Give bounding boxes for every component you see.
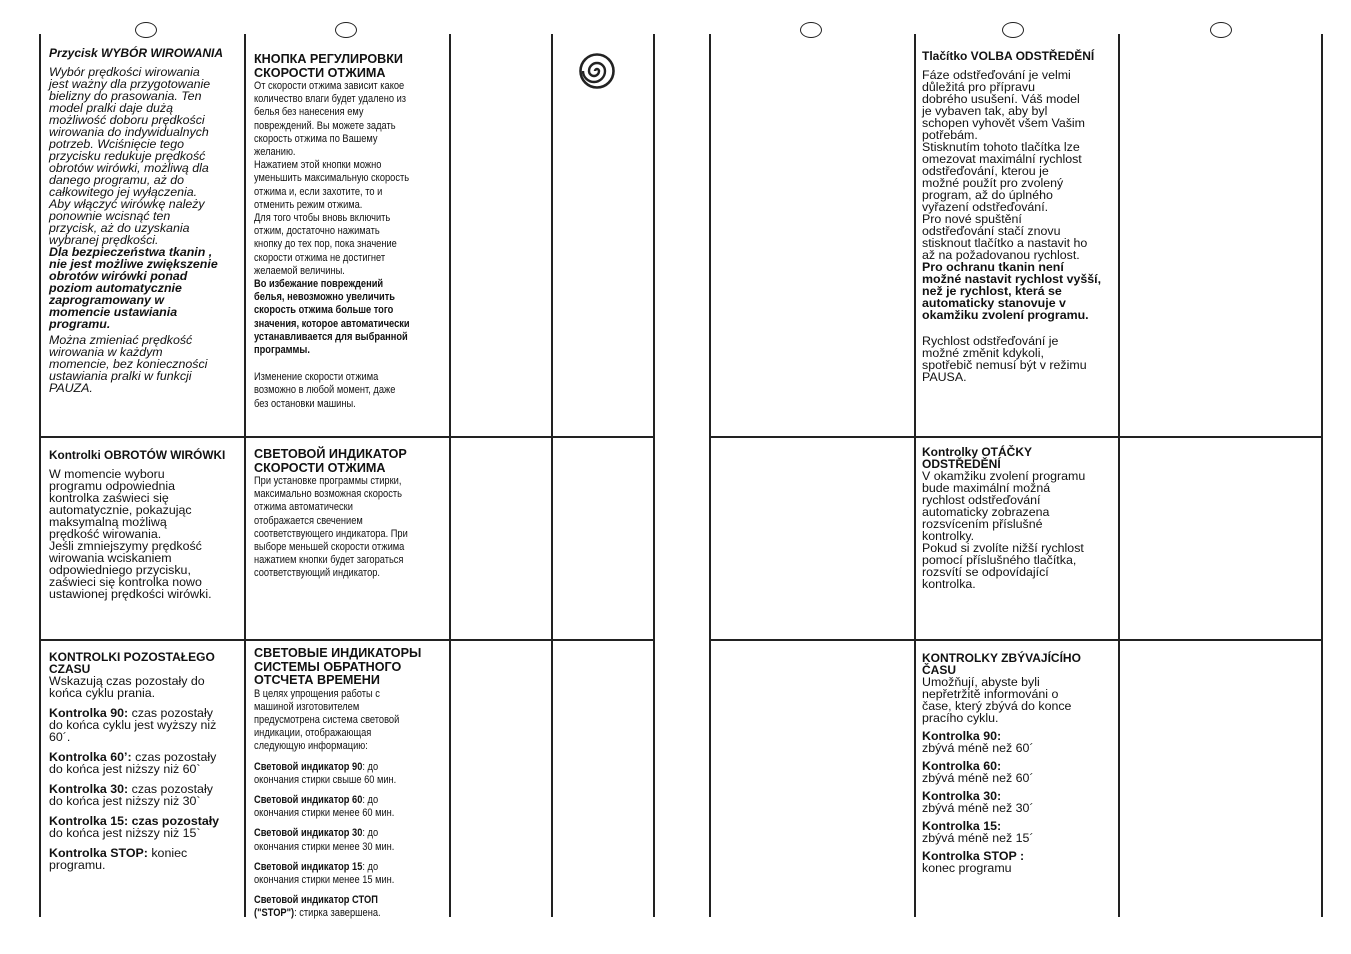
text-line: až na požadovanou rychlost. [922,248,1080,262]
column-divider [551,34,553,917]
text-line: без остановки машины. [254,397,356,410]
text-line: zbývá méně než 60´ [922,771,1034,785]
indicator-text: : до [362,760,379,773]
text-line: důležitá pro přípravu [922,80,1035,94]
text-line: vyřazení odstřeďování. [922,200,1049,214]
language-circle-icon [1002,22,1024,38]
text-line: V okamžiku zvolení programu [922,469,1086,483]
text-line: Można zmieniać prędkość [49,333,193,347]
text-line: możliwość doboru prędkości [49,113,205,127]
text-line: prędkość wirowania. [49,527,162,541]
section-title: Przycisk WYBÓR WIROWANIA [49,46,224,60]
text-line: programu. [49,858,106,872]
text-line: Rychlost odstřeďování je [922,334,1059,348]
text-line: čase, který zbývá do konce [922,699,1072,713]
column-divider [914,34,916,917]
text-line: Нажатием этой кнопки можно [254,159,382,172]
text-line: CZASU [49,662,91,676]
text-line: než je rychlost, která se [922,284,1062,298]
indicator-text: koniec [147,846,188,860]
text-line: momencie ustawiania [49,305,178,319]
text-line: okamžiku zvolení programu. [922,308,1089,322]
paragraph [254,475,439,581]
text-line: выборе меньшей скорости отжима [254,541,405,554]
text-line: ponownie wcisnąć ten [49,209,171,223]
indicator-text: : до [362,793,379,806]
text-line: СВЕТОВЫЕ ИНДИКАТОРЫ [254,646,422,660]
text-line: белья, невозможно увеличить [254,291,395,304]
text-line: programu. [49,317,111,331]
text-line: odpowiedniego przycisku, [49,563,191,577]
indicator-label: Kontrolka 90: [922,729,1002,743]
indicator-item [254,861,439,887]
text-line: zbývá méně než 15´ [922,831,1034,845]
ru-spin-button-section [254,53,446,411]
text-line: Jeśli zmniejszymy prędkość [49,539,202,553]
indicator-line [254,861,439,874]
text-line: program, až do úplného [922,188,1053,202]
text-line: Wskazują czas pozostały do [49,674,205,688]
column-divider [1118,34,1120,917]
indicator-label: Kontrolka 30: [922,789,1002,803]
paragraph [254,80,439,278]
text-line: model pralki daje dużą [49,101,173,115]
text-line: programu odpowiednia [49,479,176,493]
text-line: całkowitego jej wyłączenia. [49,185,198,199]
indicator-item [49,783,241,807]
text-line: 60´. [49,730,71,744]
indicator-text: : стирка завершена. [294,907,381,920]
text-line: окончания стирки менее 30 мин. [254,840,395,853]
text-line: ustawiania pralki w funkcji [49,369,192,383]
indicator-label: Kontrolka STOP: [49,846,148,860]
text-line: rozsvícením příslušné [922,517,1043,531]
text-line: Изменение скорости отжима [254,371,379,384]
text-line: je vybaven tak, aby byl [922,104,1048,118]
text-line: индикации, отображающая [254,727,372,740]
text-line: przycisku redukuje prędkość [49,149,206,163]
section-title [254,448,446,475]
text-line: automaticky stanovuje v [922,296,1066,310]
text-line: соответствующий индикатор. [254,567,380,580]
text-line: ČASU [922,663,957,677]
text-line: przycisk, aż do uzyskania [49,221,190,235]
text-line: jest ważny dla przygotowanie [49,77,211,91]
language-circle-icon [335,22,357,38]
cz-spin-button-section [922,50,1114,383]
indicator-item [922,790,1114,814]
text-line: кнопку до тех пор, пока значение [254,238,397,251]
paragraph [922,69,1114,261]
indicator-label: Kontrolka 15: [922,819,1002,833]
text-line: do końca cyklu jest wyższy niż [49,718,217,732]
text-line: СКОРОСТИ ОТЖИМА [254,460,386,475]
pl-spin-leds-section [49,449,241,600]
text-line: momencie, bez konieczności [49,357,208,371]
text-line: максимально возможная скорость [254,488,402,501]
text-line: Pokud si zvolíte nižší rychlost [922,541,1084,555]
text-line: wirowania do indywidualnych [49,125,209,139]
text-line: spotřebič nemusí být v režimu [922,358,1087,372]
indicator-item [254,794,439,820]
paragraph-bold [922,261,1114,321]
indicator-item [49,751,241,775]
text-line: ODSTŘEDĚNÍ [922,457,1001,471]
indicator-label: Световой индикатор 15 [254,860,363,873]
text-line: kontrolky. [922,529,975,543]
text-line: Во избежание повреждений [254,278,384,291]
indicator-label: Kontrolka 15: czas pozostały [49,814,220,828]
text-line: zaświeci się kontrolka nowo [49,575,202,589]
text-line: От скорости отжима зависит какое [254,80,405,92]
text-line: отжима и, если захотите, то и [254,185,383,198]
text-line: ОТСЧЕТА ВРЕМЕНИ [254,673,380,687]
indicator-list [922,730,1114,874]
language-circle-icon [135,22,157,38]
indicator-text: : до [362,860,379,873]
indicator-list [49,707,241,871]
column-divider [653,34,655,917]
indicator-line [254,794,439,807]
text-line: bielizny do prasowania. Ten [49,89,202,103]
text-line: возможно в любой момент, даже [254,384,396,397]
column-divider [39,34,41,917]
indicator-line [254,761,439,774]
text-line: rozsvítí se odpovídající [922,565,1049,579]
paragraph [922,676,1114,724]
pl-time-leds-section [49,651,241,871]
text-line: Pro ochranu tkanin není [922,260,1064,274]
text-line: повреждений. Вы можете задать [254,119,396,132]
indicator-item [49,815,241,839]
section-title [922,446,1114,470]
indicator-label: Kontrolka 60’: [49,750,132,764]
text-line: количество влаги будет удалено из [254,93,407,106]
language-circle-icon [800,22,822,38]
text-line: скорость отжима больше того [254,304,394,317]
indicator-item [49,847,241,871]
indicator-label: Kontrolka STOP : [922,849,1025,863]
text-line: Fáze odstřeďování je velmi [922,68,1071,82]
text-line: do końca jest niższy niż 15` [49,826,201,840]
text-line: maksymalną możliwą [49,515,167,529]
text-line: Wybór prędkości wirowania [49,65,200,79]
paragraph [254,688,439,754]
text-line: wirowania wciskaniem [49,551,172,565]
text-line: СИСТЕМЫ ОБРАТНОГО [254,659,402,674]
text-line: окончания стирки свыше 60 мин. [254,773,397,786]
indicator-item [254,827,439,853]
text-line: potrzeb. Wciśnięcie tego [49,137,184,151]
text-line: В целях упрощения работы с [254,687,380,700]
text-line: программы. [254,344,310,357]
indicator-label: Kontrolka 60: [922,759,1002,773]
ru-spin-leds-section [254,448,446,581]
spiral-icon [578,52,616,90]
indicator-line [254,894,439,907]
text-line: нажатием кнопки будет загораться [254,554,404,567]
text-line: końca cyklu prania. [49,686,156,700]
section-title [49,651,241,675]
indicator-label: Kontrolka 90: [49,706,129,720]
pl-spin-button-section [49,47,241,394]
text-line: pracího cyklu. [922,711,999,725]
text-line: ustawionej prędkości wirówki. [49,587,212,601]
indicator-label: Световой индикатор 90 [254,760,363,773]
indicator-label: Kontrolka 30: [49,782,129,796]
text-line: Для того чтобы вновь включить [254,212,391,225]
text-line: скорость отжима по Вашему [254,132,378,145]
text-line: schopen vyhovět všem Vašim [922,116,1085,130]
row-divider [39,639,654,641]
section-title [254,647,446,688]
text-line: отображается свечением [254,514,363,527]
row-divider [39,436,654,438]
text-line: pomocí příslušného tlačítka, [922,553,1077,567]
text-line: možné změnit kdykoli, [922,346,1044,360]
indicator-label: Световой индикатор 60 [254,793,363,806]
section-title [922,652,1114,676]
text-line: danego programu, aż do [49,173,185,187]
text-line: možné nastavit rychlost vyšší, [922,272,1102,286]
text-line: PAUZA. [49,381,93,395]
section-title: Tlačítko VOLBA ODSTŘEDĚNÍ [922,49,1095,63]
paragraph [49,66,241,246]
text-line: отжима автоматически [254,501,353,514]
indicator-line [254,907,439,920]
text-line: устанавливается для выбранной [254,330,408,343]
text-line: W momencie wyboru [49,467,165,481]
text-line: KONTROLKI POZOSTAŁEGO [49,650,215,664]
text-line: машиной изготовителем [254,700,360,713]
indicator-item [254,761,439,787]
ru-time-leds-section [254,647,446,921]
text-line: Pro nové spuštění [922,212,1022,226]
paragraph [922,470,1114,590]
text-line: nie jest możliwe zwiększenie [49,257,218,271]
text-line: PAUSA. [922,370,967,384]
text-line: do końca jest niższy niż 30` [49,794,201,808]
column-divider [449,34,451,917]
text-line: potřebám. [922,128,978,142]
indicator-line [254,827,439,840]
indicator-text: czas pozostały [128,782,213,796]
text-line: zbývá méně než 60´ [922,741,1034,755]
paragraph [49,334,241,394]
indicator-item [922,820,1114,844]
text-line: отжим, достаточно нажимать [254,225,380,238]
text-line: Umožňují, abyste byli [922,675,1040,689]
text-line: kontrolka. [922,577,976,591]
text-line: wybranej prędkości. [49,233,159,247]
indicator-text: : до [362,827,379,840]
text-line: Aby włączyć wirówkę należy [49,197,205,211]
text-line: odstřeďování, kterou je [922,164,1049,178]
text-line: nepřetržitě informováni o [922,687,1059,701]
text-line: окончания стирки менее 15 мин. [254,873,395,886]
text-line: odstřeďování stačí znovu [922,224,1061,238]
indicator-item [254,894,439,920]
cz-time-leds-section [922,652,1114,874]
text-line: kontrolka zaświeci się [49,491,169,505]
text-line: Dla bezpieczeństwa tkanin , [49,245,213,259]
language-circle-icon [1210,22,1232,38]
text-line: желаемой величины. [254,264,345,277]
indicator-item [922,730,1114,754]
indicator-label: Световой индикатор 30 [254,827,363,840]
text-line: Kontrolky OTÁČKY [922,445,1033,459]
text-line: stisknout tlačítko a nastavit ho [922,236,1088,250]
text-line: Stisknutím tohoto tlačítka lze [922,140,1080,154]
paragraph [49,468,241,600]
text-line: значения, которое автоматически [254,317,410,330]
text-line: poziom automatycznie [49,281,182,295]
text-line: скорости отжима не достигнет [254,251,386,264]
paragraph [922,335,1114,383]
text-line: соответствующего индикатора. При [254,527,408,540]
text-line: белья без нанесения ему [254,106,364,119]
column-divider [244,34,246,917]
text-line: окончания стирки менее 60 мин. [254,807,395,820]
text-line: zbývá méně než 30´ [922,801,1034,815]
paragraph-bold [49,246,241,330]
indicator-label: ("STOP") [254,907,295,920]
text-line: možné použít pro zvolený [922,176,1064,190]
indicator-item [49,707,241,743]
text-line: obrotów wirówki ponad [49,269,188,283]
text-line: wirowania w każdym [49,345,163,359]
text-line: отменить режим отжима. [254,198,363,211]
text-line: do końca jest niższy niż 60` [49,762,201,776]
text-line: уменьшить максимальную скорость [254,172,410,185]
text-line: КНОПКА РЕГУЛИРОВКИ [254,52,403,66]
text-line: При установке программы стирки, [254,475,402,487]
row-divider [709,436,1322,438]
indicator-text: czas pozostały [128,706,213,720]
indicator-text: czas pozostały [131,750,217,764]
text-line: bude maximální možná [922,481,1051,495]
text-line: rychlost odstřeďování [922,493,1041,507]
text-line: automaticky zobrazena [922,505,1050,519]
paragraph-bold [254,278,439,357]
indicator-item [922,760,1114,784]
indicator-item [922,850,1114,874]
section-title: Kontrolki OBROTÓW WIRÓWKI [49,448,226,462]
indicator-label: Световой индикатор СТОП [254,894,378,907]
row-divider [709,639,1322,641]
text-line: СКОРОСТИ ОТЖИМА [254,65,386,80]
indicator-list [254,761,446,921]
paragraph [254,371,439,411]
text-line: СВЕТОВОЙ ИНДИКАТОР [254,447,407,461]
text-line: omezovat maximální rychlost [922,152,1082,166]
text-line: желанию. [254,146,296,159]
column-divider [709,34,711,917]
column-divider [1321,34,1323,917]
text-line: dobrého usušení. Váš model [922,92,1080,106]
text-line: konec programu [922,861,1012,875]
text-line: KONTROLKY ZBÝVAJÍCÍHO [922,651,1081,665]
text-line: obrotów wirówki, możliwą dla [49,161,209,175]
text-line: automatycznie, pokazując [49,503,192,517]
text-line: zaprogramowany w [49,293,164,307]
text-line: следующую информацию: [254,740,368,753]
section-title [254,53,446,80]
cz-spin-leds-section [922,446,1114,590]
paragraph [49,675,241,699]
text-line: предусмотрена система световой [254,713,400,726]
